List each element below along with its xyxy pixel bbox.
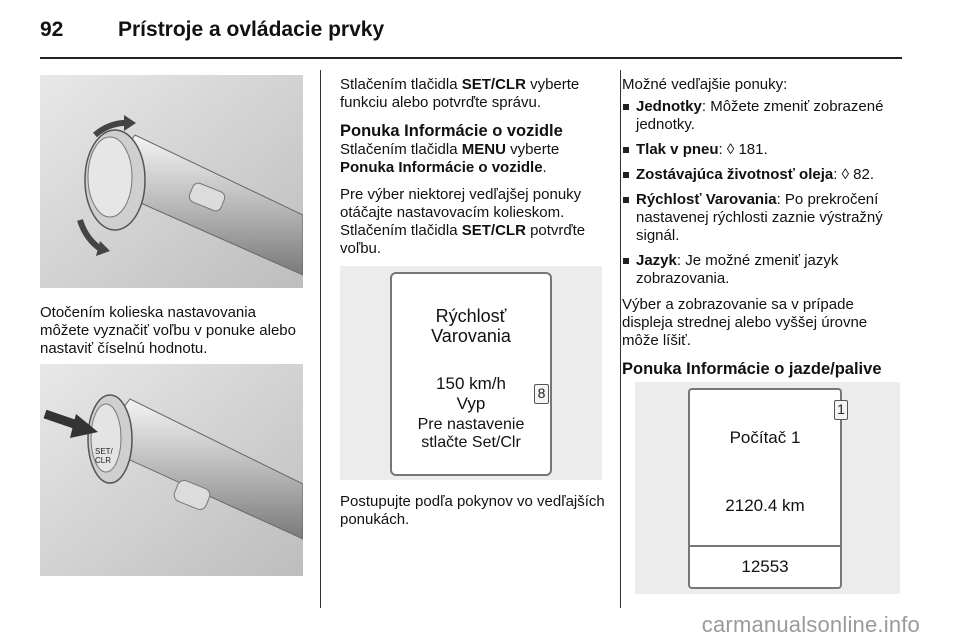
display-screen: [390, 272, 552, 476]
figure-speed-warning-display: [340, 266, 602, 480]
trip-display-screen: [688, 388, 842, 589]
list-item: Rýchlosť Varovania: Po prekročení nastavenej rýchlosti zaznie výstražný signál.: [622, 191, 906, 245]
trip-display-title: Počítač 1: [729, 428, 801, 447]
list-item: Jazyk: Je možné zmeniť jazyk zobrazovania.: [622, 252, 906, 288]
display-line-3: 150 km/h: [436, 374, 506, 393]
odometer-value: 12553: [741, 557, 789, 576]
col2-intro: Stlačením tlačidla SET/CLR vyberte funkciu alebo potvrďte správu.: [340, 76, 580, 111]
stalk-rotate-illustration: [40, 75, 303, 288]
page-ref-icon: ◊: [841, 166, 850, 183]
col2-text-bottom: [340, 493, 605, 538]
display-line-5: Pre nastavenie: [417, 416, 525, 433]
figure-stalk-rotate: [40, 75, 303, 288]
col2-para1: Stlačením tlačidla MENU vyberte Ponuka Informácie o vozidle.: [340, 141, 560, 176]
col2-text-top: [340, 76, 605, 267]
figure-trip-computer-display: [635, 382, 900, 594]
display-line-4: Vyp: [456, 394, 486, 413]
odometer-section: [690, 545, 840, 587]
display-line-6: stlačte Set/Clr: [421, 434, 521, 451]
figure-stalk-press: [40, 364, 303, 576]
display-line-1: Rýchlosť: [435, 306, 507, 326]
caption-rotate: Otočením kolieska nastavovania môžete vyznačiť voľbu v ponuke alebo nastaviť číselnú hodnotu.: [40, 304, 296, 357]
trip-display-badge: 1: [834, 400, 848, 420]
display-page-badge: 8: [534, 384, 549, 404]
col3-intro: Možné vedľajšie ponuky:: [622, 76, 788, 93]
heading-trip-fuel-info: Ponuka Informácie o jazde/palive: [622, 360, 882, 378]
col2-para2: Pre výber niektorej vedľajšej ponuky otáčajte nastavovacím kolieskom. Stlačením tlačidla SET/CLR potvrďte voľbu.: [340, 186, 586, 257]
watermark: carmanualsonline.info: [701, 612, 920, 637]
page-ref-icon: ◊: [726, 141, 735, 158]
trip-display-value: 2120.4 km: [725, 496, 805, 515]
submenu-list: [622, 98, 906, 288]
col3-para: Výber a zobrazovanie sa v prípade displeja strednej alebo vyššej úrovne môže líšiť.: [622, 296, 868, 349]
col2-closing: Postupujte podľa pokynov vo vedľajších ponukách.: [340, 493, 605, 528]
page-title: Prístroje a ovládacie prvky: [118, 18, 385, 41]
column-divider-1: [320, 70, 321, 608]
stalk-clr-label: CLR: [95, 456, 112, 465]
stalk-press-illustration: [40, 364, 303, 576]
heading-vehicle-info: Ponuka Informácie o vozidle: [340, 122, 563, 140]
col3-text: [622, 76, 906, 379]
display-line-2: Varovania: [431, 326, 511, 346]
column-divider-2: [620, 70, 621, 608]
col1-caption: [40, 304, 305, 367]
page-number: 92: [40, 18, 64, 41]
list-item: Tlak v pneu: ◊ 181.: [622, 141, 906, 159]
header-rule: [40, 57, 902, 59]
list-item: Zostávajúca životnosť oleja: ◊ 82.: [622, 166, 906, 184]
list-item: Jednotky: Môžete zmeniť zobrazené jednotky.: [622, 98, 906, 134]
stalk-set-label: SET/: [95, 447, 113, 456]
